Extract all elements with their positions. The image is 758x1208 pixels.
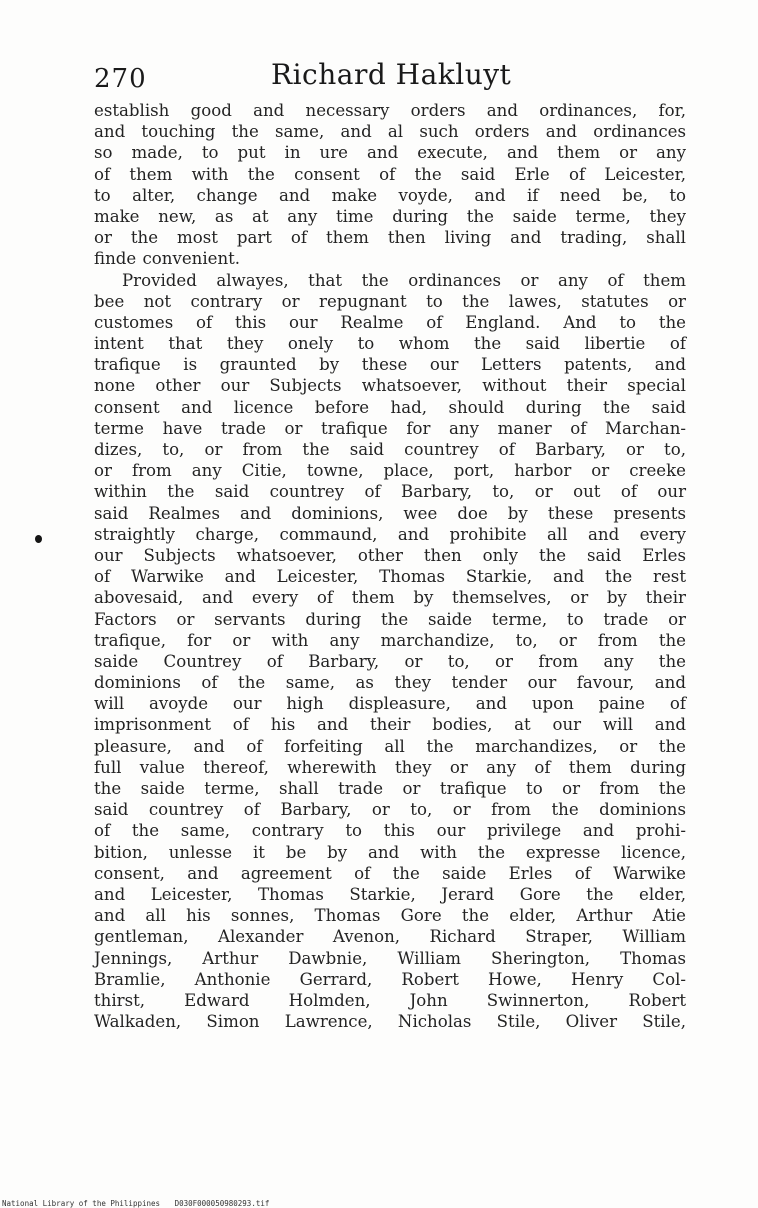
text-line: make new, as at any time during the saide terme, they — [94, 206, 686, 226]
text-line: Bramlie, Anthonie Gerrard, Robert Howe, Henry Col- — [94, 969, 686, 989]
page-number: 270 — [94, 64, 147, 94]
text-line: establish good and necessary orders and ordinances, for, — [94, 101, 686, 120]
text-line: Jennings, Arthur Dawbnie, William Sherington, Thomas — [94, 948, 686, 968]
text-line: consent, and agreement of the saide Erles of Warwike — [94, 863, 686, 883]
text-line: or from any Citie, towne, place, port, harbor or creeke — [94, 461, 686, 481]
text-line: pleasure, and of forfeiting all the marchandizes, or the — [94, 736, 686, 756]
text-line: trafique is graunted by these our Letters patents, and — [94, 355, 686, 375]
text-line: full value thereof, wherewith they or any of them during — [94, 757, 686, 777]
text-line: intent that they onely to whom the said libertie of — [94, 334, 686, 354]
text-line: the saide terme, shall trade or trafique to or from the — [94, 779, 686, 798]
scan-footer — [2, 1199, 269, 1208]
running-head: Richard Hakluyt — [271, 58, 512, 91]
text-line: straightly charge, commaund, and prohibite all and every — [94, 524, 686, 544]
text-line: thirst, Edward Holmden, John Swinnerton, Robert — [94, 990, 686, 1010]
text-line: customes of this our Realme of England. And to the — [94, 312, 686, 332]
page-header — [94, 58, 694, 98]
text-line: consent and licence before had, should during the said — [94, 397, 686, 417]
text-line: finde convenient. — [94, 249, 241, 269]
body-text — [94, 100, 686, 1032]
text-line: bee not contrary or repugnant to the lawes, statutes or — [94, 291, 686, 311]
text-line: Provided alwayes, that the ordinances or any of them — [122, 270, 686, 290]
text-line: so made, to put in ure and execute, and them or any — [94, 143, 686, 163]
text-line: of them with the consent of the said Erle of Leicester, — [94, 164, 686, 184]
text-line: will avoyde our high displeasure, and upon paine of — [94, 694, 686, 714]
text-line: to alter, change and make voyde, and if need be, to — [94, 185, 686, 205]
text-line: of Warwike and Leicester, Thomas Starkie, and the rest — [94, 567, 686, 587]
margin-mark — [35, 535, 42, 543]
text-line: gentleman, Alexander Avenon, Richard Straper, William — [94, 927, 686, 947]
text-line: abovesaid, and every of them by themselves, or by their — [94, 588, 686, 608]
text-line: Walkaden, Simon Lawrence, Nicholas Stile, Oliver Stile, — [94, 1012, 686, 1032]
text-line: of the same, contrary to this our privilege and prohi- — [94, 821, 686, 841]
footer-file-id: D030F000050980293.tif — [174, 1199, 270, 1208]
text-line: Factors or servants during the saide terme, to trade or — [94, 609, 686, 629]
text-line: or the most part of them then living and trading, shall — [94, 228, 686, 248]
text-line: and Leicester, Thomas Starkie, Jerard Gore the elder, — [94, 884, 686, 904]
text-line: said Realmes and dominions, wee doe by these presents — [94, 503, 686, 523]
text-line: imprisonment of his and their bodies, at our will and — [94, 715, 686, 735]
text-line: and touching the same, and al such orders and ordinances — [94, 122, 686, 142]
text-line: dominions of the same, as they tender our favour, and — [94, 673, 686, 693]
text-line: our Subjects whatsoever, other then only the said Erles — [94, 545, 686, 565]
text-line: bition, unlesse it be by and with the expresse licence, — [94, 842, 686, 862]
text-line: terme have trade or trafique for any maner of Marchan- — [94, 418, 686, 438]
text-line: and all his sonnes, Thomas Gore the elder, Arthur Atie — [94, 906, 686, 926]
text-line: said countrey of Barbary, or to, or from the dominions — [94, 800, 686, 820]
text-line: dizes, to, or from the said countrey of Barbary, or to, — [94, 440, 686, 459]
text-line: trafique, for or with any marchandize, to, or from the — [94, 630, 686, 650]
footer-library: National Library of the Philippines — [2, 1199, 161, 1208]
text-line: within the said countrey of Barbary, to, or out of our — [94, 482, 686, 502]
text-line: saide Countrey of Barbary, or to, or from any the — [94, 651, 686, 671]
text-line: none other our Subjects whatsoever, without their special — [94, 376, 686, 396]
